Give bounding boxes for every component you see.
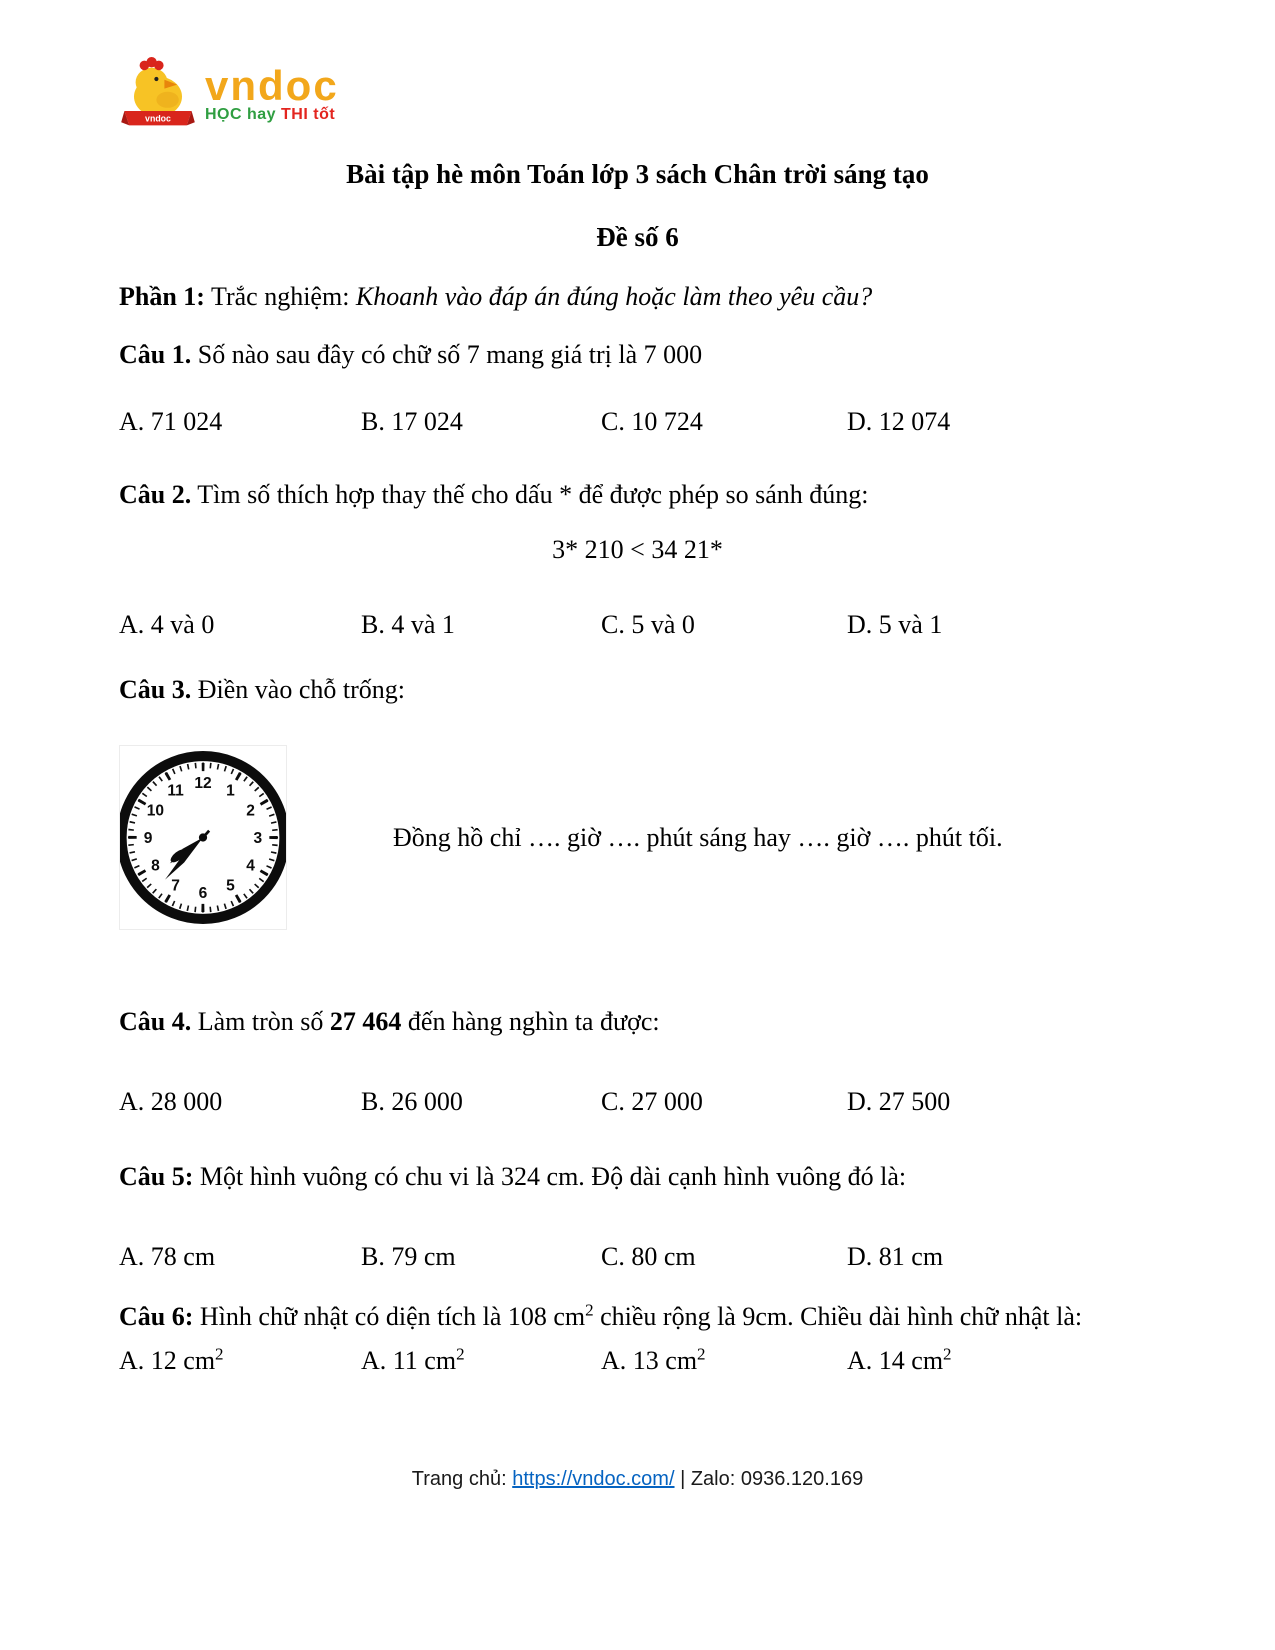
question-2 bbox=[119, 478, 1156, 512]
clock-image bbox=[119, 745, 287, 930]
footer-label: Trang chủ: bbox=[411, 1468, 513, 1490]
svg-text:9: 9 bbox=[143, 829, 153, 847]
q5-options bbox=[119, 1240, 1156, 1274]
answer-option: B. 17 024 bbox=[361, 407, 463, 436]
logo-banner-text: vndoc bbox=[145, 113, 171, 124]
answer-option: A. 13 $cm^2$ bbox=[601, 1344, 706, 1375]
answer-option: D. 12 074 bbox=[847, 407, 951, 436]
answer-option: C. 80 cm bbox=[601, 1242, 696, 1271]
q5-text: Một hình vuông có chu vi là 324 cm. Độ dài cạnh hình vuông đó là: bbox=[193, 1162, 907, 1191]
svg-text:10: 10 bbox=[146, 802, 165, 820]
answer-option: C. 5 và 0 bbox=[601, 610, 695, 639]
svg-text:5: 5 bbox=[226, 877, 235, 895]
answer-option: A. 4 và 0 bbox=[119, 610, 215, 639]
q4-options bbox=[119, 1085, 1156, 1119]
logo-tagline bbox=[205, 106, 339, 124]
answer-option: B. 4 và 1 bbox=[361, 610, 455, 639]
q6-options bbox=[119, 1344, 1156, 1378]
vndoc-home-link[interactable]: https://vndoc.com/ bbox=[512, 1468, 675, 1490]
q2-expression: 3* 210 < 34 21* bbox=[552, 535, 723, 564]
answer-option: A. 78 cm bbox=[119, 1242, 216, 1271]
answer-option: B. 26 000 bbox=[361, 1087, 463, 1116]
page-title: Bài tập hè môn Toán lớp 3 sách Chân trời sáng tạo bbox=[346, 159, 929, 189]
q2-label: Câu 2. bbox=[119, 480, 192, 509]
answer-option: C. 27 000 bbox=[601, 1087, 703, 1116]
svg-text:1: 1 bbox=[226, 782, 235, 800]
tagline-green: HỌC hay bbox=[205, 106, 277, 123]
clock-face bbox=[120, 746, 286, 929]
svg-text:12: 12 bbox=[194, 775, 212, 793]
question-1 bbox=[119, 338, 1156, 372]
chicken-mascot-icon bbox=[117, 55, 199, 135]
answer-option: C. 10 724 bbox=[601, 407, 703, 436]
q2-options bbox=[119, 608, 1156, 642]
svg-text:4: 4 bbox=[246, 857, 255, 875]
part1-heading bbox=[119, 280, 1156, 314]
q4-label: Câu 4. bbox=[119, 1007, 192, 1036]
svg-text:7: 7 bbox=[171, 877, 180, 895]
question-3 bbox=[119, 673, 1156, 707]
footer-zalo: | Zalo: 0936.120.169 bbox=[674, 1468, 864, 1490]
answer-option: A. 71 024 bbox=[119, 407, 223, 436]
answer-option: B. 79 cm bbox=[361, 1242, 456, 1271]
q6-sup: 2 bbox=[585, 1300, 594, 1320]
q2-text: Tìm số thích hợp thay thế cho dấu * để được phép so sánh đúng: bbox=[191, 480, 869, 509]
part1-label: Phần 1: bbox=[119, 282, 205, 311]
question-4 bbox=[119, 1005, 1156, 1039]
q3-clock-row bbox=[119, 745, 1156, 930]
question-5 bbox=[119, 1160, 1156, 1194]
answer-option: A. 14 $cm^2$ bbox=[847, 1344, 952, 1375]
answer-option: A. 11 $cm^2$ bbox=[361, 1344, 465, 1375]
answer-option: A. 28 000 bbox=[119, 1087, 223, 1116]
q5-label: Câu 5: bbox=[119, 1162, 194, 1191]
svg-text:3: 3 bbox=[253, 829, 263, 847]
q6-label: Câu 6: bbox=[119, 1302, 194, 1331]
part1-instruction: Khoanh vào đáp án đúng hoặc làm theo yêu cầu? bbox=[355, 282, 873, 311]
q3-fill-text: Đồng hồ chỉ …. giờ …. phút sáng hay …. giờ …. phút tối. bbox=[393, 822, 1003, 852]
q6-text-pre: Hình chữ nhật có diện tích là 108 cm bbox=[193, 1302, 586, 1331]
q4-bold-number: 27 464 bbox=[329, 1007, 402, 1036]
answer-option: D. 27 500 bbox=[847, 1087, 951, 1116]
q6-text-post: chiều rộng là 9cm. Chiều dài hình chữ nhật là: bbox=[593, 1302, 1083, 1331]
svg-text:6: 6 bbox=[198, 884, 208, 902]
logo-text bbox=[205, 62, 339, 124]
svg-text:11: 11 bbox=[167, 782, 184, 800]
page-subtitle: Đề số 6 bbox=[596, 222, 679, 252]
q1-label: Câu 1. bbox=[119, 340, 192, 369]
q1-text: Số nào sau đây có chữ số 7 mang giá trị là 7 000 bbox=[191, 340, 703, 369]
q3-label: Câu 3. bbox=[119, 675, 192, 704]
q4-text-pre: Làm tròn số bbox=[191, 1007, 330, 1036]
logo-brand-text: vndoc bbox=[205, 62, 339, 109]
answer-option: D. 81 cm bbox=[847, 1242, 944, 1271]
answer-option: D. 5 và 1 bbox=[847, 610, 943, 639]
page-footer bbox=[119, 1465, 1156, 1493]
tagline-red: THI tốt bbox=[281, 106, 336, 123]
q4-text-post: đến hàng nghìn ta được: bbox=[401, 1007, 660, 1036]
vndoc-logo bbox=[117, 55, 1156, 135]
part1-lead: Trắc nghiệm: bbox=[204, 282, 356, 311]
question-6 bbox=[119, 1290, 1156, 1343]
svg-text:8: 8 bbox=[151, 857, 160, 875]
q3-text: Điền vào chỗ trống: bbox=[191, 675, 405, 704]
svg-text:2: 2 bbox=[246, 802, 255, 820]
q1-options bbox=[119, 405, 1156, 439]
answer-option: A. 12 $cm^2$ bbox=[119, 1344, 224, 1375]
